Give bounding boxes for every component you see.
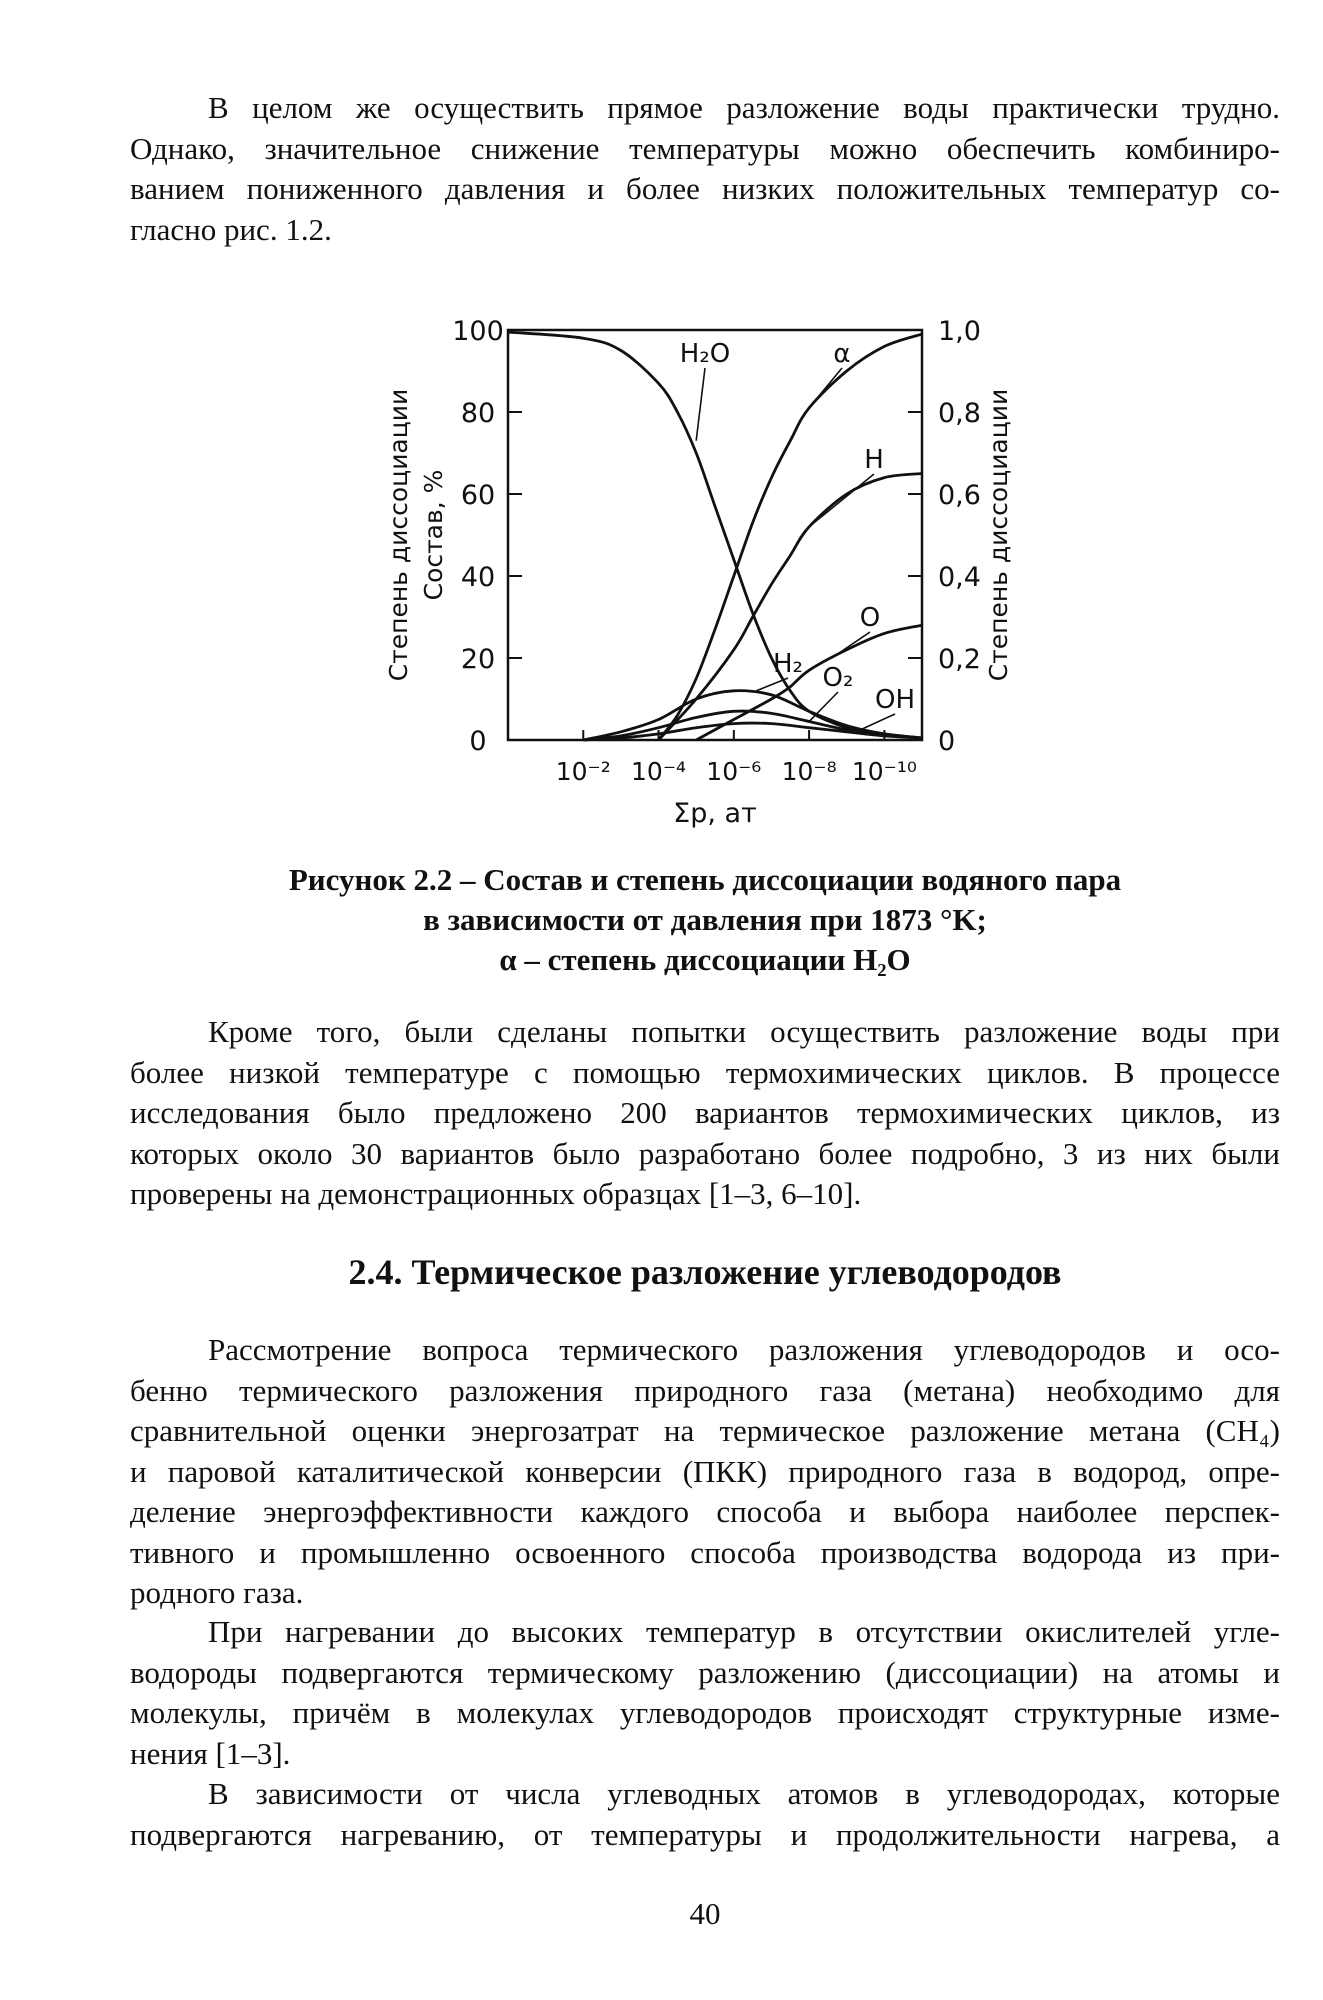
y-tick-label-right: 0,4 xyxy=(938,562,981,593)
text-line: В зависимости от числа углеводных атомов в углеводородах, которые xyxy=(208,1776,1280,1811)
caption-line: Рисунок 2.2 – Состав и степень диссоциации водяного пара xyxy=(288,862,1122,897)
text-line: В целом же осуществить прямое разложение воды практически трудно. xyxy=(208,90,1280,125)
section-heading: 2.4. Термическое разложение углеводородов xyxy=(348,1252,1062,1292)
series-label-H₂: H₂ xyxy=(773,649,803,679)
x-tick-label: 10⁻² xyxy=(555,757,611,786)
y-tick-label-right: 0 xyxy=(938,726,956,757)
y-tick-label-left: 20 xyxy=(460,644,496,675)
series-line-α xyxy=(659,334,923,740)
text-line: проверены на демонстрационных образцах [1–3, 6–10]. xyxy=(130,1176,862,1211)
series-leader-H₂ xyxy=(756,678,788,691)
text-line: тивного и промышленно освоенного способа производства водорода из при- xyxy=(130,1534,1280,1570)
series-label-O: O xyxy=(859,603,881,633)
x-tick-label: 10⁻⁴ xyxy=(631,757,687,786)
y-tick-label-right: 1,0 xyxy=(938,316,981,347)
text-line: ванием пониженного давления и более низких положительных температур со- xyxy=(130,171,1280,206)
dissociation-chart xyxy=(0,0,1323,860)
x-tick-label: 10⁻⁸ xyxy=(781,757,837,786)
series-label-OH: OH xyxy=(874,685,916,715)
text-line: и паровой каталитической конверсии (ПКК) природного газа в водород, опре- xyxy=(130,1453,1280,1489)
series-leader-H xyxy=(809,474,874,527)
y-axis-title-left: Степень диссоциации xyxy=(384,388,413,682)
text-line: Однако, значительное снижение температуры можно обеспечить комбиниро- xyxy=(130,130,1280,166)
y-tick-label-right: 0,6 xyxy=(938,480,981,511)
text-line: исследования было предложено 200 вариантов термохимических циклов, из xyxy=(130,1095,1280,1130)
text-line: бенно термического разложения природного газа (метана) необходимо для xyxy=(130,1372,1280,1408)
paragraph-thermochemical xyxy=(130,1012,1280,1215)
series-label-α: α xyxy=(833,339,851,369)
text-line: Кроме того, были сделаны попытки осуществить разложение воды при xyxy=(208,1014,1280,1049)
series-label-O₂: O₂ xyxy=(822,663,854,693)
series-leader-OH xyxy=(854,714,895,733)
y-tick-label-left: 40 xyxy=(460,562,496,593)
y-tick-label-left: 60 xyxy=(460,480,496,511)
series-label-H₂O: H₂O xyxy=(679,339,731,369)
y-axis-title-left: Состав, % xyxy=(419,469,448,601)
series-leader-α xyxy=(809,368,842,408)
text-line: гласно рис. 1.2. xyxy=(130,211,332,247)
y-tick-label-left: 100 xyxy=(452,316,504,347)
paragraph-heating xyxy=(130,1612,1280,1774)
text-line: которых около 30 вариантов было разработано более подробно, 3 из них были xyxy=(130,1135,1280,1171)
text-line: подвергаются нагреванию, от температуры и продолжительности нагрева, а xyxy=(130,1816,1280,1852)
series-leader-H₂O xyxy=(696,368,705,441)
paragraph-dependence xyxy=(130,1774,1280,1855)
text-line: водороды подвергаются термическому разложению (диссоциации) на атомы и xyxy=(130,1654,1280,1690)
figure-caption xyxy=(130,860,1280,980)
paragraph-hydrocarbons xyxy=(130,1330,1280,1614)
text-line: При нагревании до высоких температур в отсутствии окислителей угле- xyxy=(208,1614,1280,1649)
series-leader-O xyxy=(832,632,870,658)
y-tick-label-left: 80 xyxy=(460,398,496,429)
caption-line: в зависимости от давления при 1873 °K; xyxy=(423,902,987,937)
y-tick-label-left: 0 xyxy=(469,726,487,757)
y-tick-label-right: 0,8 xyxy=(938,398,981,429)
plot-frame xyxy=(508,330,922,740)
text-line: более низкой температуре с помощью термохимических циклов. В процессе xyxy=(130,1054,1280,1090)
x-tick-label: 10⁻⁶ xyxy=(706,757,762,786)
text-line: Рассмотрение вопроса термического разложения углеводородов и осо- xyxy=(208,1332,1280,1367)
series-label-H: H xyxy=(864,445,884,475)
x-tick-label: 10⁻¹⁰ xyxy=(851,757,917,786)
text-line: молекулы, причём в молекулах углеводородов происходят структурные изме- xyxy=(130,1695,1280,1730)
page-number: 40 xyxy=(689,1896,721,1931)
text-line: сравнительной оценки энергозатрат на термическое разложение метана (CH₄) xyxy=(130,1413,1280,1448)
text-line: нения [1–3]. xyxy=(130,1735,291,1771)
x-axis-label: Σр, ат xyxy=(673,798,757,829)
y-axis-title-right: Степень диссоциации xyxy=(984,388,1013,682)
text-line: деление энергоэффективности каждого способа и выбора наиболее перспек- xyxy=(130,1494,1280,1529)
caption-line: α – степень диссоциации H₂O xyxy=(499,942,911,977)
y-tick-label-right: 0,2 xyxy=(938,644,981,675)
text-line: родного газа. xyxy=(130,1575,304,1610)
